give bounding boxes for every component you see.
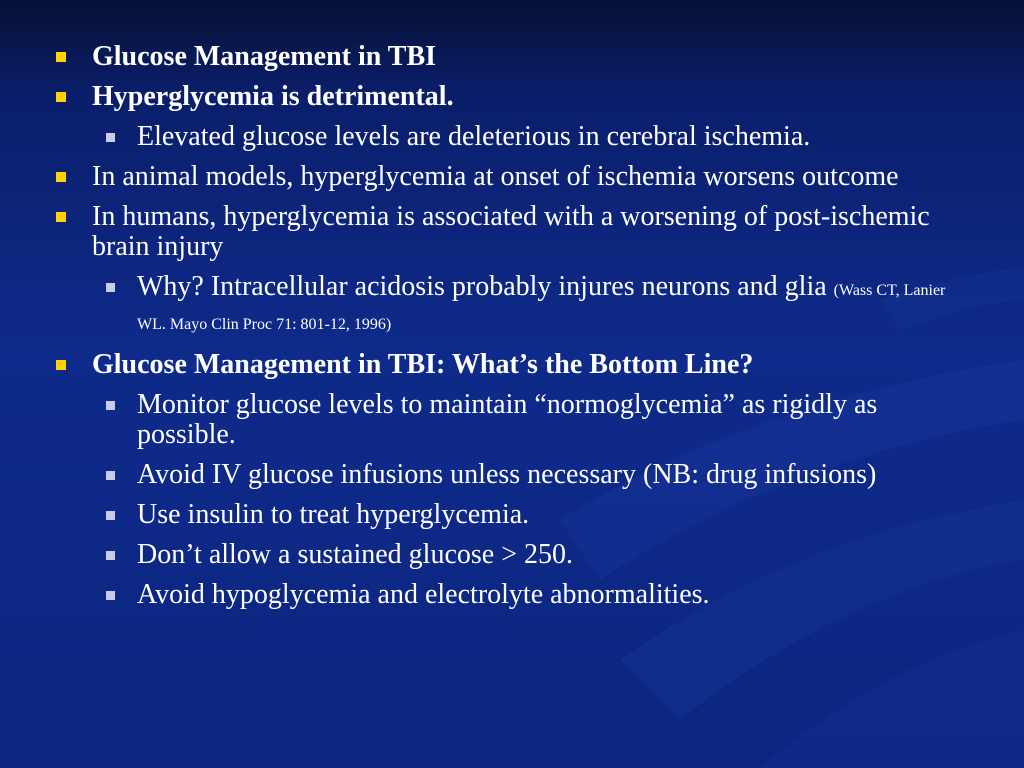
square-bullet-icon xyxy=(106,591,115,600)
bullet-list xyxy=(0,42,1024,620)
bullet-text: Avoid hypoglycemia and electrolyte abnormalities. xyxy=(137,579,710,610)
bullet-item xyxy=(0,202,1024,262)
square-bullet-icon xyxy=(56,52,66,62)
square-bullet-icon xyxy=(106,133,115,142)
bullet-text: Hyperglycemia is detrimental. xyxy=(92,81,454,112)
square-bullet-icon xyxy=(56,212,66,222)
sub-bullet-item xyxy=(0,272,1024,340)
square-bullet-icon xyxy=(106,283,115,292)
bullet-text: Use insulin to treat hyperglycemia. xyxy=(137,499,530,530)
bullet-item xyxy=(0,162,1024,192)
bullet-text: Why? Intracellular acidosis probably injures neurons and glia xyxy=(137,271,827,302)
bullet-text: In humans, hyperglycemia is associated with a worsening of post-ischemic brain injury xyxy=(92,201,930,262)
square-bullet-icon xyxy=(106,511,115,520)
bullet-item xyxy=(0,42,1024,72)
bullet-text: Avoid IV glucose infusions unless necessary (NB: drug infusions) xyxy=(137,459,877,490)
sub-bullet-item xyxy=(0,390,1024,450)
sub-bullet-item xyxy=(0,122,1024,152)
square-bullet-icon xyxy=(106,401,115,410)
bullet-text: Don’t allow a sustained glucose > 250. xyxy=(137,539,573,570)
bullet-item xyxy=(0,82,1024,112)
square-bullet-icon xyxy=(106,471,115,480)
bullet-text: Glucose Management in TBI xyxy=(92,41,437,72)
square-bullet-icon xyxy=(56,172,66,182)
sub-bullet-item xyxy=(0,540,1024,570)
sub-bullet-item xyxy=(0,460,1024,490)
bullet-text: Glucose Management in TBI: What’s the Bottom Line? xyxy=(92,349,754,380)
citation: (Wass CT, Lanier WL. Mayo Clin Proc 71: 801-12, 1996) xyxy=(137,282,946,333)
bullet-text: In animal models, hyperglycemia at onset of ischemia worsens outcome xyxy=(92,161,899,192)
sub-bullet-item xyxy=(0,500,1024,530)
sub-bullet-item xyxy=(0,580,1024,610)
bullet-text: Monitor glucose levels to maintain “normoglycemia” as rigidly as possible. xyxy=(137,389,878,450)
square-bullet-icon xyxy=(56,92,66,102)
square-bullet-icon xyxy=(56,360,66,370)
bullet-item xyxy=(0,350,1024,380)
bullet-text: Elevated glucose levels are deleterious in cerebral ischemia. xyxy=(137,121,811,152)
square-bullet-icon xyxy=(106,551,115,560)
